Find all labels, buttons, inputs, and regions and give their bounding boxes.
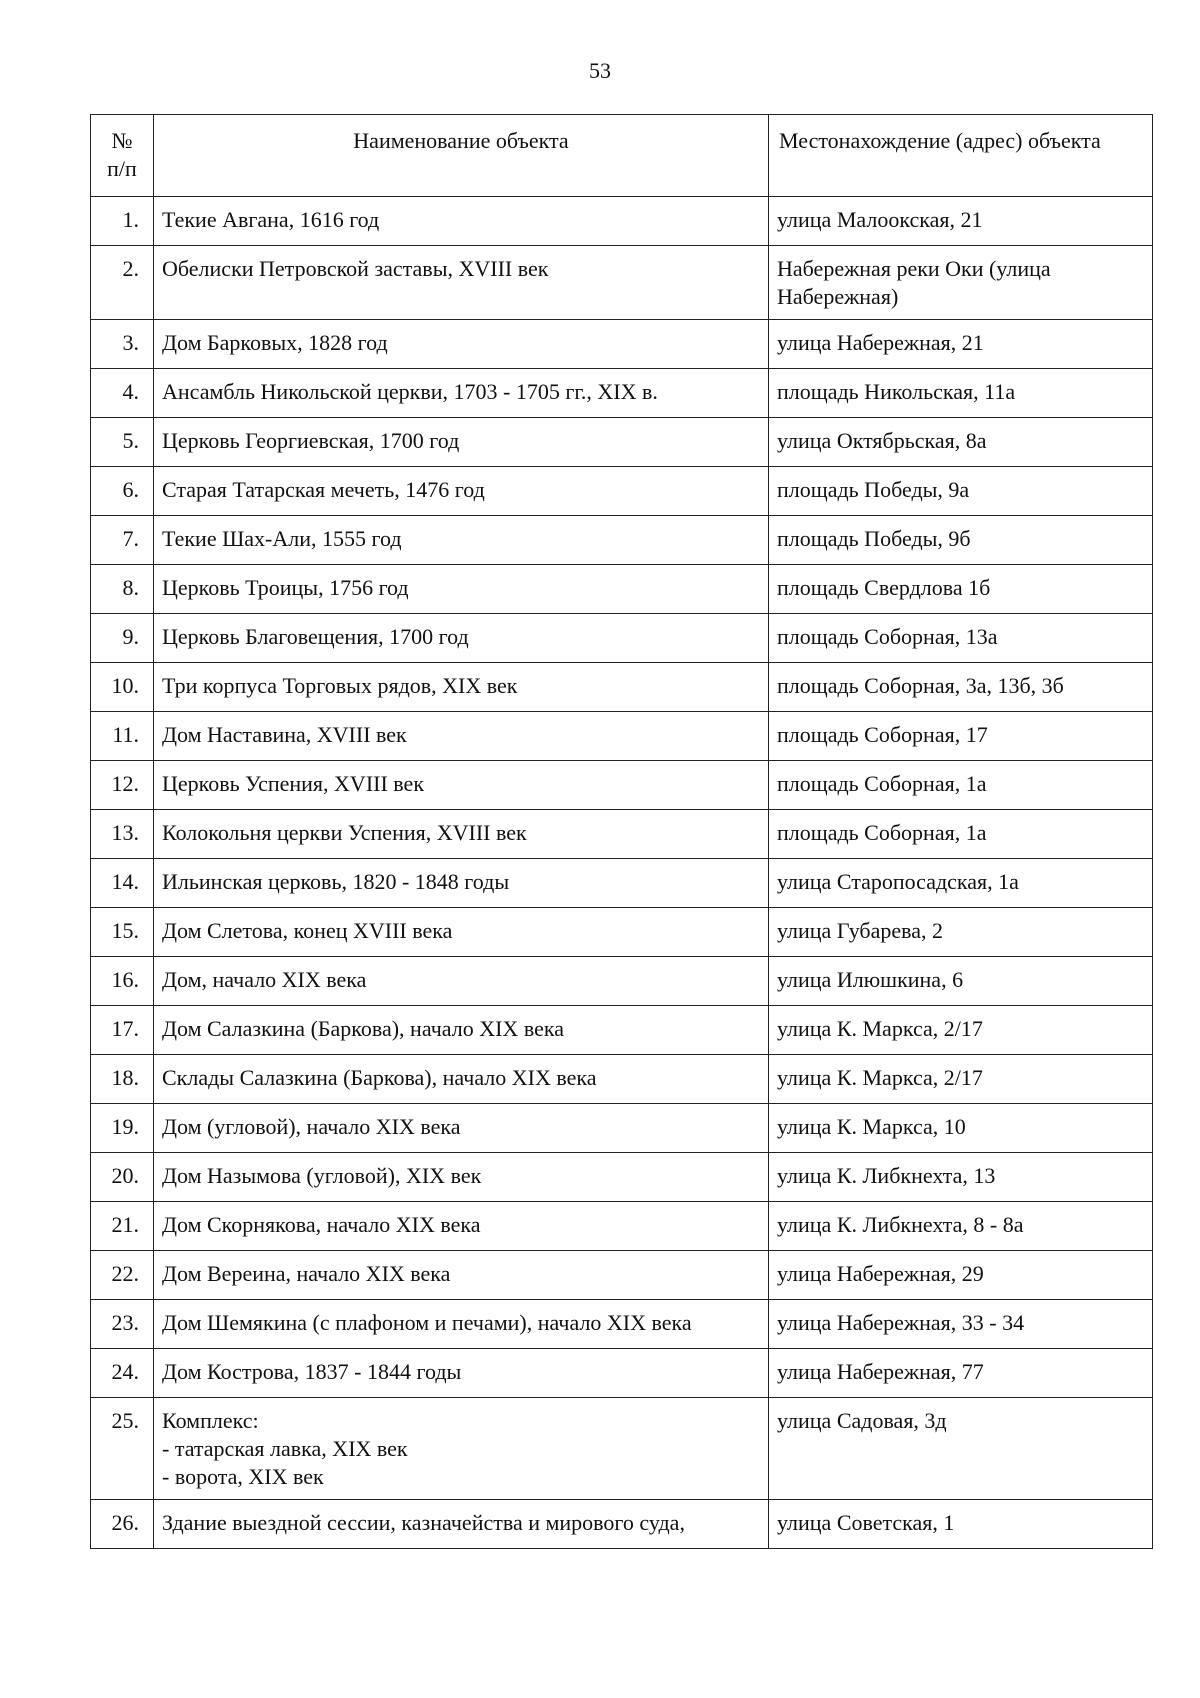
object-name-line: Текие Шах-Али, 1555 год: [162, 526, 402, 551]
object-address-line: улица К. Маркса, 2/17: [777, 1016, 983, 1041]
row-number: 7.: [91, 516, 154, 565]
table-body: [91, 197, 1153, 1549]
object-address-line: площадь Победы, 9а: [777, 477, 970, 502]
header-number-line: №: [111, 128, 133, 153]
object-address-cell: [769, 197, 1153, 246]
object-address-cell: [769, 1300, 1153, 1349]
table-row: [91, 1104, 1153, 1153]
object-address-cell: [769, 1202, 1153, 1251]
object-address-cell: [769, 467, 1153, 516]
object-name-cell: [154, 1104, 769, 1153]
object-address-cell: [769, 565, 1153, 614]
table-row: [91, 320, 1153, 369]
object-address-cell: [769, 1251, 1153, 1300]
object-address-line: улица К. Маркса, 10: [777, 1114, 966, 1139]
object-name-cell: [154, 418, 769, 467]
table-row: [91, 1055, 1153, 1104]
table-row: [91, 516, 1153, 565]
object-name-cell: [154, 1398, 769, 1500]
table-header-row: [91, 115, 1153, 197]
object-name-line: Три корпуса Торговых рядов, XIX век: [162, 673, 518, 698]
object-address-cell: [769, 516, 1153, 565]
row-number: 6.: [91, 467, 154, 516]
object-name-cell: [154, 1300, 769, 1349]
object-name-line: Дом Шемякина (с плафоном и печами), начало XIX века: [162, 1310, 692, 1335]
row-number: 12.: [91, 761, 154, 810]
object-address-line: площадь Соборная, 13а: [777, 624, 998, 649]
row-number: 23.: [91, 1300, 154, 1349]
object-name-line: Церковь Георгиевская, 1700 год: [162, 428, 460, 453]
object-name-line: Ансамбль Никольской церкви, 1703 - 1705 гг., XIX в.: [162, 379, 658, 404]
row-number: 17.: [91, 1006, 154, 1055]
object-address-cell: [769, 663, 1153, 712]
object-name-cell: [154, 1500, 769, 1549]
object-name-cell: [154, 663, 769, 712]
object-address-cell: [769, 320, 1153, 369]
page-number: 53: [589, 58, 611, 83]
object-address-cell: [769, 246, 1153, 320]
object-name-cell: [154, 197, 769, 246]
table-row: [91, 712, 1153, 761]
row-number: 5.: [91, 418, 154, 467]
header-object-address: Местонахождение (адрес) объекта: [769, 115, 1153, 197]
object-name-cell: [154, 1202, 769, 1251]
table-row: [91, 1500, 1153, 1549]
object-name-line: Дом Назымова (угловой), XIX век: [162, 1163, 482, 1188]
object-address-line: Набережная): [777, 284, 899, 309]
object-address-cell: [769, 1006, 1153, 1055]
row-number: 10.: [91, 663, 154, 712]
table-row: [91, 859, 1153, 908]
table-row: [91, 369, 1153, 418]
object-name-cell: [154, 369, 769, 418]
object-address-cell: [769, 859, 1153, 908]
table-row: [91, 1398, 1153, 1500]
object-address-line: площадь Никольская, 11а: [777, 379, 1016, 404]
object-address-line: площадь Соборная, 3а, 13б, 3б: [777, 673, 1064, 698]
object-address-line: улица Набережная, 77: [777, 1359, 984, 1384]
object-name-line: Текие Авгана, 1616 год: [162, 207, 380, 232]
objects-table: [90, 114, 1153, 1549]
row-number: 20.: [91, 1153, 154, 1202]
object-address-line: улица Набережная, 33 - 34: [777, 1310, 1025, 1335]
table-row: [91, 663, 1153, 712]
header-number: [91, 115, 154, 197]
object-name-line: Старая Татарская мечеть, 1476 год: [162, 477, 485, 502]
row-number: 16.: [91, 957, 154, 1006]
object-name-line: - ворота, XIX век: [162, 1464, 324, 1489]
object-name-cell: [154, 565, 769, 614]
object-address-cell: [769, 957, 1153, 1006]
table-row: [91, 1251, 1153, 1300]
object-address-cell: [769, 1398, 1153, 1500]
object-address-line: площадь Свердлова 1б: [777, 575, 991, 600]
table-row: [91, 614, 1153, 663]
table-row: [91, 418, 1153, 467]
object-address-line: улица Губарева, 2: [777, 918, 943, 943]
row-number: 9.: [91, 614, 154, 663]
object-name-cell: [154, 614, 769, 663]
object-address-line: улица Набережная, 21: [777, 330, 984, 355]
object-name-line: Дом (угловой), начало XIX века: [162, 1114, 461, 1139]
object-address-line: площадь Соборная, 1а: [777, 820, 987, 845]
object-name-line: Церковь Успения, XVIII век: [162, 771, 425, 796]
table-row: [91, 761, 1153, 810]
object-name-line: Дом Салазкина (Баркова), начало XIX века: [162, 1016, 564, 1041]
object-name-line: Склады Салазкина (Баркова), начало XIX века: [162, 1065, 597, 1090]
object-name-line: Церковь Троицы, 1756 год: [162, 575, 409, 600]
object-name-line: Ильинская церковь, 1820 - 1848 годы: [162, 869, 510, 894]
row-number: 22.: [91, 1251, 154, 1300]
object-name-cell: [154, 1153, 769, 1202]
object-address-line: улица Илюшкина, 6: [777, 967, 964, 992]
object-name-cell: [154, 1349, 769, 1398]
object-name-line: Дом, начало XIX века: [162, 967, 367, 992]
row-number: 14.: [91, 859, 154, 908]
object-name-cell: [154, 516, 769, 565]
object-address-line: площадь Победы, 9б: [777, 526, 971, 551]
row-number: 18.: [91, 1055, 154, 1104]
table-row: [91, 1202, 1153, 1251]
row-number: 25.: [91, 1398, 154, 1500]
object-address-line: улица К. Либкнехта, 8 - 8а: [777, 1212, 1024, 1237]
object-address-line: площадь Соборная, 17: [777, 722, 988, 747]
object-address-cell: [769, 761, 1153, 810]
object-address-line: улица Садовая, 3д: [777, 1408, 947, 1433]
row-number: 11.: [91, 712, 154, 761]
object-address-line: улица Малоокская, 21: [777, 207, 983, 232]
object-name-line: Церковь Благовещения, 1700 год: [162, 624, 469, 649]
object-address-cell: [769, 418, 1153, 467]
table-row: [91, 467, 1153, 516]
object-name-cell: [154, 810, 769, 859]
row-number: 19.: [91, 1104, 154, 1153]
object-name-cell: [154, 467, 769, 516]
object-name-line: Дом Наставина, XVIII век: [162, 722, 407, 747]
object-address-cell: [769, 1104, 1153, 1153]
object-name-cell: [154, 761, 769, 810]
table-row: [91, 1006, 1153, 1055]
object-address-cell: [769, 614, 1153, 663]
object-name-cell: [154, 1055, 769, 1104]
table-row: [91, 565, 1153, 614]
object-address-cell: [769, 1055, 1153, 1104]
object-address-cell: [769, 1500, 1153, 1549]
object-name-line: Колокольня церкви Успения, XVIII век: [162, 820, 527, 845]
row-number: 8.: [91, 565, 154, 614]
object-address-cell: [769, 810, 1153, 859]
row-number: 26.: [91, 1500, 154, 1549]
row-number: 24.: [91, 1349, 154, 1398]
header-number-line: п/п: [107, 156, 137, 181]
object-address-line: Набережная реки Оки (улица: [777, 256, 1051, 281]
row-number: 4.: [91, 369, 154, 418]
table-row: [91, 810, 1153, 859]
table-row: [91, 957, 1153, 1006]
row-number: 15.: [91, 908, 154, 957]
object-address-line: улица К. Маркса, 2/17: [777, 1065, 983, 1090]
object-address-line: улица Октябрьская, 8а: [777, 428, 987, 453]
object-address-line: улица Набережная, 29: [777, 1261, 984, 1286]
object-address-line: улица К. Либкнехта, 13: [777, 1163, 996, 1188]
object-address-line: улица Советская, 1: [777, 1510, 955, 1535]
object-name-line: Комплекс:: [162, 1408, 259, 1433]
object-address-cell: [769, 712, 1153, 761]
row-number: 1.: [91, 197, 154, 246]
object-name-cell: [154, 320, 769, 369]
row-number: 2.: [91, 246, 154, 320]
object-name-line: - татарская лавка, XIX век: [162, 1436, 408, 1461]
header-object-name: Наименование объекта: [154, 115, 769, 197]
row-number: 3.: [91, 320, 154, 369]
object-name-cell: [154, 712, 769, 761]
object-name-cell: [154, 246, 769, 320]
table-row: [91, 1300, 1153, 1349]
object-address-line: улица Старопосадская, 1а: [777, 869, 1019, 894]
object-name-cell: [154, 1251, 769, 1300]
object-name-line: Дом Барковых, 1828 год: [162, 330, 388, 355]
object-name-cell: [154, 859, 769, 908]
table-row: [91, 1153, 1153, 1202]
object-name-line: Дом Слетова, конец XVIII века: [162, 918, 453, 943]
object-address-cell: [769, 908, 1153, 957]
object-address-cell: [769, 1153, 1153, 1202]
object-name-cell: [154, 1006, 769, 1055]
row-number: 13.: [91, 810, 154, 859]
object-name-line: Здание выездной сессии, казначейства и мирового суда,: [162, 1510, 685, 1535]
object-address-cell: [769, 1349, 1153, 1398]
table-row: [91, 246, 1153, 320]
object-name-line: Дом Вереина, начало XIX века: [162, 1261, 451, 1286]
object-name-line: Обелиски Петровской заставы, XVIII век: [162, 256, 549, 281]
object-name-line: Дом Скорнякова, начало XIX века: [162, 1212, 481, 1237]
table-row: [91, 197, 1153, 246]
object-address-cell: [769, 369, 1153, 418]
row-number: 21.: [91, 1202, 154, 1251]
table-row: [91, 908, 1153, 957]
object-address-line: площадь Соборная, 1а: [777, 771, 987, 796]
object-name-cell: [154, 908, 769, 957]
object-name-cell: [154, 957, 769, 1006]
table-row: [91, 1349, 1153, 1398]
object-name-line: Дом Кострова, 1837 - 1844 годы: [162, 1359, 462, 1384]
